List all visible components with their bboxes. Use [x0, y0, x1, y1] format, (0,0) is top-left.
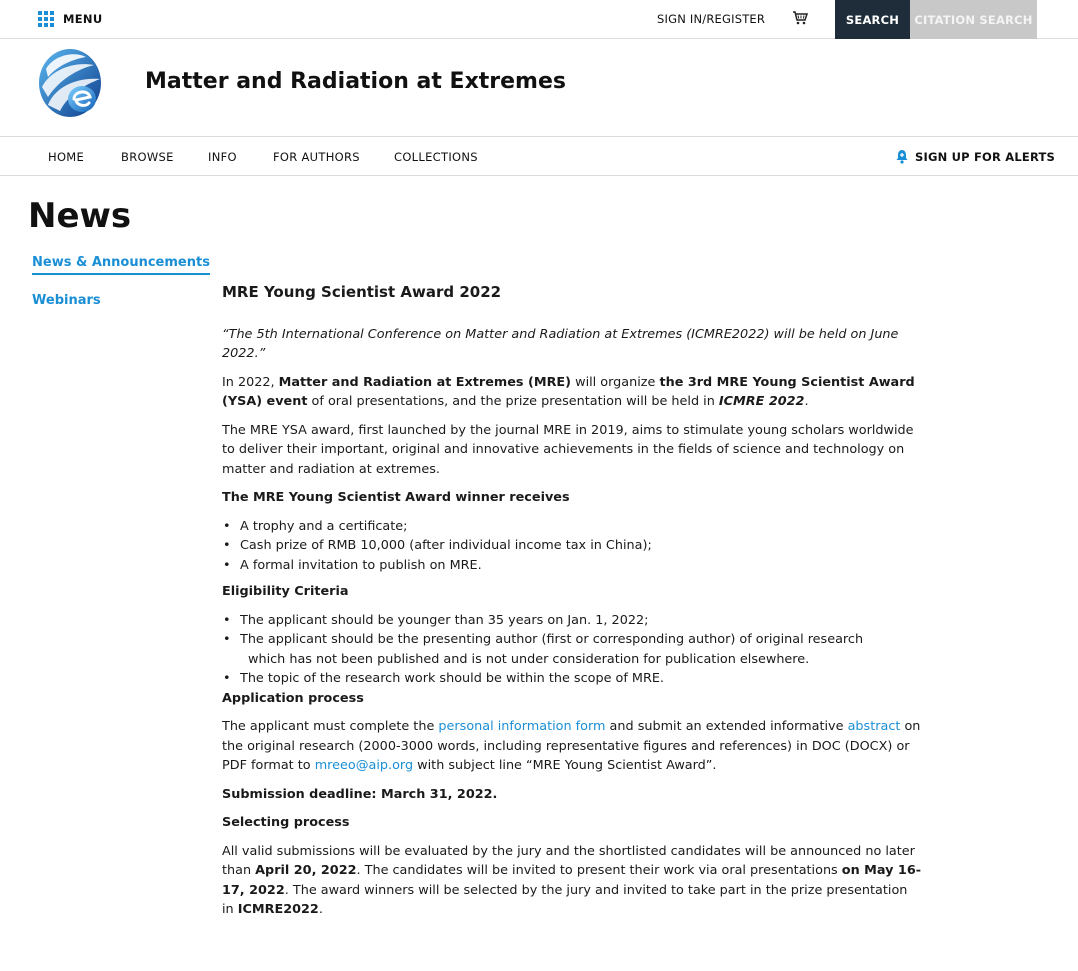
citation-search-button[interactable]: CITATION SEARCH	[910, 0, 1037, 39]
sel-date-1: April 20, 2022	[255, 863, 357, 878]
journal-title[interactable]: Matter and Radiation at Extremes	[145, 69, 566, 94]
main-nav	[0, 137, 1078, 176]
sidebar-item-news-announcements[interactable]: News & Announcements	[32, 255, 210, 275]
sel-conference: ICMRE2022	[237, 902, 319, 917]
eligibility-heading: Eligibility Criteria	[222, 584, 349, 599]
sidebar-item-webinars[interactable]: Webinars	[32, 293, 101, 308]
list-item: • The applicant should be younger than 35 years on Jan. 1, 2022;	[222, 611, 922, 631]
list-item: • The topic of the research work should be within the scope of MRE.	[222, 669, 922, 689]
cart-icon[interactable]	[792, 10, 808, 26]
nav-collections[interactable]: COLLECTIONS	[394, 150, 478, 164]
app-text-1: The applicant must complete the	[222, 719, 439, 734]
intro-text-1: In 2022,	[222, 374, 279, 390]
deadline-heading: Submission deadline: March 31, 2022.	[222, 786, 498, 802]
app-text-4: with subject line “MRE Young Scientist Award”.	[413, 758, 717, 773]
sel-text-3: . The award winners will be selected by the jury and invited to take part in the prize presentation in	[222, 882, 908, 917]
nav-home[interactable]: HOME	[48, 150, 85, 164]
abstract-link[interactable]: abstract	[847, 719, 901, 734]
article-body	[222, 283, 922, 929]
receives-list	[222, 517, 922, 576]
article-title: MRE Young Scientist Award 2022	[222, 283, 502, 301]
email-link[interactable]: mreeo@aip.org	[314, 758, 414, 773]
menu-button[interactable]	[38, 11, 102, 27]
list-item: • A formal invitation to publish on MRE.	[222, 556, 922, 576]
article-quote: “The 5th International Conference on Matter and Radiation at Extremes (ICMRE2022) will be held on June 2022.”	[222, 326, 899, 361]
eligibility-text-a: The applicant should be the presenting author (first or corresponding author) of original research	[240, 632, 864, 647]
menu-label: MENU	[63, 12, 103, 26]
journal-logo[interactable]	[34, 47, 106, 119]
search-button[interactable]: SEARCH	[835, 0, 910, 39]
bell-icon	[895, 149, 909, 164]
intro-journal-name: Matter and Radiation at Extremes (MRE)	[278, 374, 572, 390]
application-heading: Application process	[222, 690, 364, 706]
nav-browse[interactable]: BROWSE	[121, 150, 174, 164]
intro-award-event: the 3rd MRE Young Scientist Award (YSA) event	[222, 374, 915, 409]
list-item: • Cash prize of RMB 10,000 (after individual income tax in China);	[222, 536, 922, 556]
alerts-label: SIGN UP FOR ALERTS	[915, 149, 1056, 164]
list-item	[222, 630, 922, 669]
application-text	[222, 717, 922, 776]
top-utility-bar	[0, 0, 1078, 39]
intro-text-4: .	[804, 394, 809, 409]
article-intro	[222, 373, 922, 412]
intro-conference: ICMRE 2022	[718, 394, 805, 409]
sel-text-1: All valid submissions will be evaluated by the jury and the shortlisted candidates will be announced no later than	[222, 843, 915, 878]
selecting-text	[222, 842, 922, 920]
app-text-3: on the original research (2000-3000 words, including representative figures and references) in DOC (DOCX) or PDF format to	[222, 719, 921, 773]
personal-information-form-link[interactable]: personal information form	[438, 719, 606, 734]
sel-date-2: on May 16-17, 2022	[222, 863, 922, 898]
eligibility-text-b: which has not been published and is not under consideration for publication elsewhere.	[248, 651, 810, 667]
journal-header	[0, 39, 1078, 137]
intro-text-3: of oral presentations, and the prize presentation will be held in	[307, 394, 719, 409]
app-text-2: and submit an extended informative	[605, 719, 848, 734]
nav-for-authors[interactable]: FOR AUTHORS	[273, 150, 360, 164]
list-item: • A trophy and a certificate;	[222, 517, 922, 537]
page-title: News	[28, 196, 132, 236]
grid-icon	[38, 11, 54, 27]
receives-heading: The MRE Young Scientist Award winner receives	[222, 490, 570, 505]
sign-in-register-link[interactable]: SIGN IN/REGISTER	[657, 12, 766, 26]
sel-text-2: . The candidates will be invited to present their work via oral presentations	[356, 863, 842, 878]
eligibility-list	[222, 611, 922, 689]
article-description: The MRE YSA award, first launched by the journal MRE in 2019, aims to stimulate young scholars worldwide to deliver their important, original and innovative achievements in the fields of science and technology on matter and radiation at extremes.	[222, 422, 914, 477]
intro-text-2: will organize	[571, 374, 660, 390]
sign-up-alerts-link[interactable]	[895, 149, 1055, 164]
sel-text-4: .	[318, 902, 323, 917]
selecting-heading: Selecting process	[222, 815, 350, 830]
nav-info[interactable]: INFO	[208, 150, 237, 164]
